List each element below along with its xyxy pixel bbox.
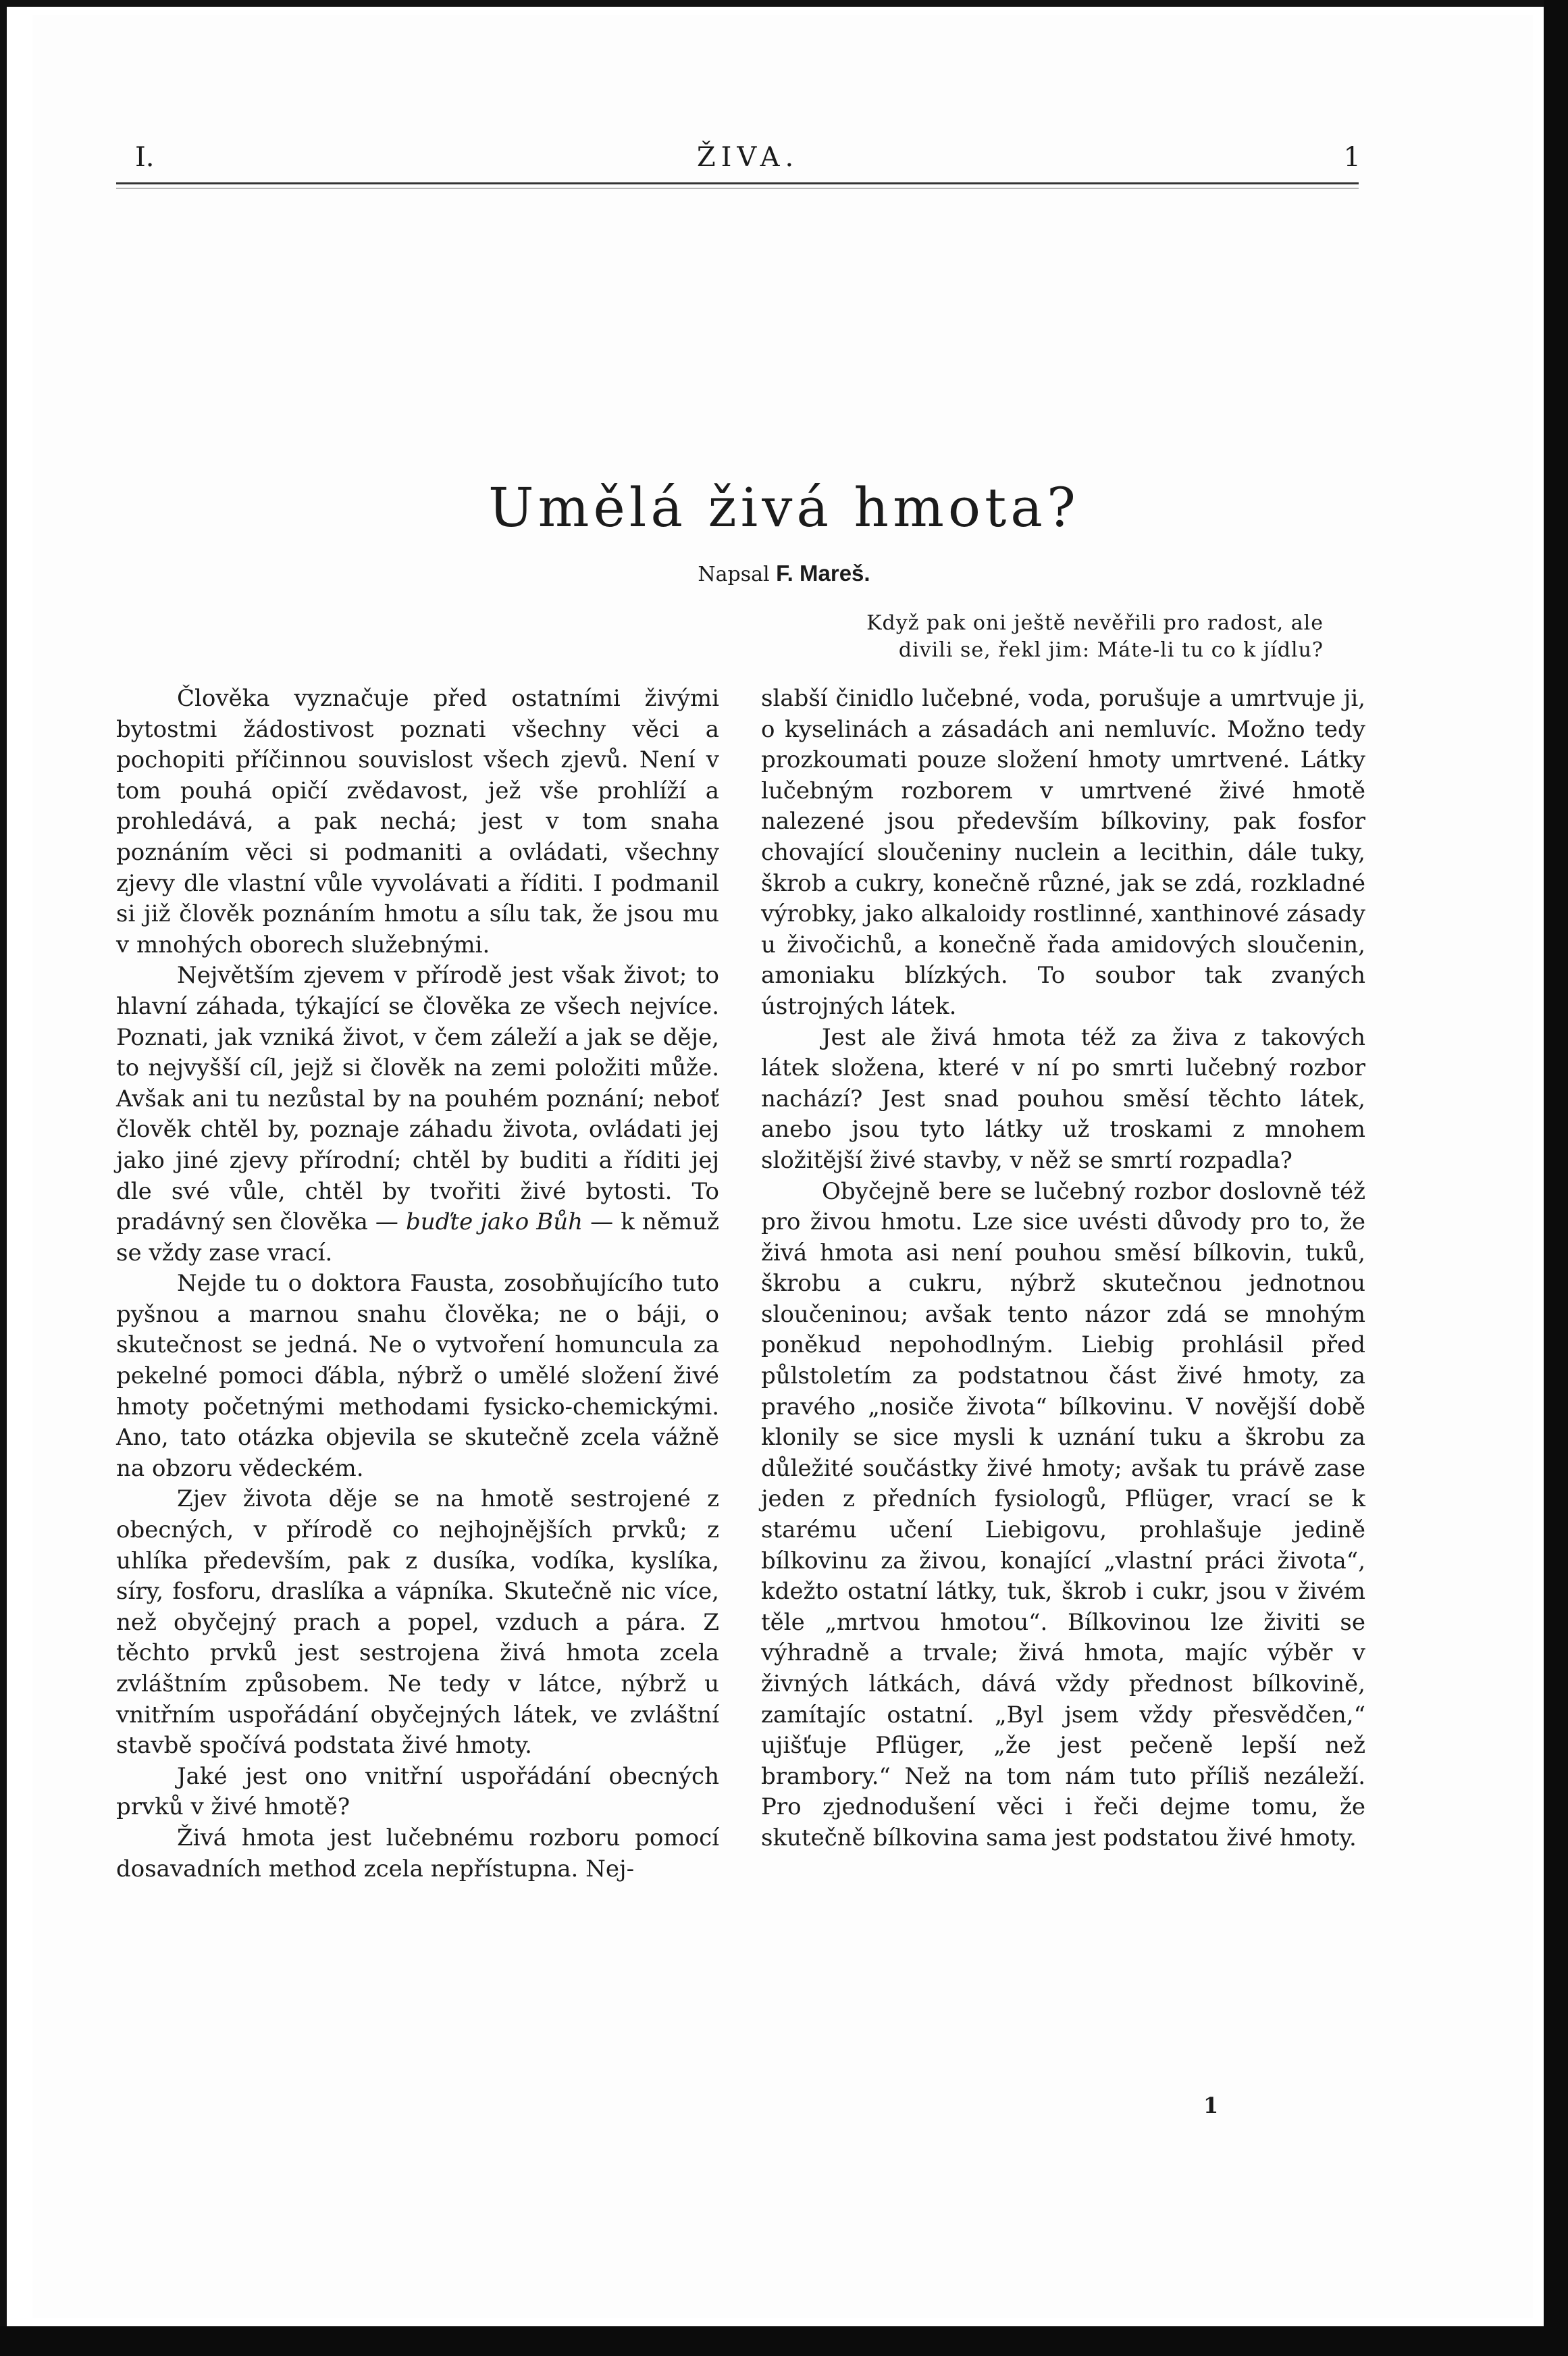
- epigraph-line-1: Když pak oni ještě nevěřili pro radost, ale: [866, 611, 1324, 635]
- paragraph: Zjev života děje se na hmotě sestrojené z obecných, v přírodě co nejhojnějších prvků; z uhlíka především, pak z dusíka, vodíka, kyslíka, síry, fosforu, draslíka a vápníka. Skutečně nic více, než obyčejný prach a popel, vzduch a pára. Z těchto prvků jest sestrojena živá hmota zcela zvláštním způsobem. Ne tedy v látce, nýbrž u vnitřním uspořádání obyčejných látek, ve zvláštní stavbě spočívá podstata živé hmoty.: [116, 1485, 719, 1760]
- paragraph: Nejde tu o doktora Fausta, zosobňujícího tuto pyšnou a marnou snahu člověka; ne o báji, o skutečnost se jedná. Ne o vytvoření homuncula za pekelné pomoci ďábla, nýbrž o umělé složení živé hmoty početnými methodami fysicko-chemickými. Ano, tato otázka objevila se skutečně zcela vážně na obzoru vědeckém.: [116, 1270, 719, 1482]
- paragraph: Živá hmota jest lučebnému rozboru pomocí dosavadních method zcela nepřístupna. Nej-: [116, 1824, 719, 1883]
- page-number: 1: [1343, 142, 1361, 173]
- paragraph: Člověka vyznačuje před ostatními živými bytostmi žádostivost poznati všechny věci a pochopiti příčinnou souvislost všech zjevů. Není v tom pouhá opičí zvědavost, jež vše prohlíží a prohledává, a pak nechá; jest v tom snaha poznáním věci si podmaniti a ovládati, všechny zjevy dle vlastní vůle vyvolávati a říditi. I podmanil si již člověk poznáním hmotu a sílu tak, že jsou mu v mnohých oborech služebnými.: [116, 685, 719, 958]
- scan-border-top: [0, 0, 1568, 7]
- scan-border-right: [1544, 0, 1568, 2356]
- header-rule-thick: [116, 182, 1359, 184]
- right-column: [761, 684, 1365, 1854]
- paragraph-text: Největším zjevem v přírodě jest však život; to hlavní záhada, týkající se člověka ze všech nejvíce. Poznati, jak vzniká život, v čem záleží a jak se děje, to nejvyšší cíl, jejž si člověk na zemi položiti může. Avšak ani tu nezůstal by na pouhém poznání; neboť člověk chtěl by, poznaje záhadu života, ovládati jej jako jiné zjevy přírodní; chtěl by buditi a říditi jej dle své vůle, chtěl by tvořiti živé bytosti. To pradávný sen člověka —: [116, 962, 719, 1236]
- journal-title: ŽIVA.: [696, 142, 800, 173]
- paragraph: Jaké jest ono vnitřní uspořádání obecných prvků v živé hmotě?: [116, 1762, 719, 1821]
- paragraph: Obyčejně bere se lučebný rozbor doslovně též pro živou hmotu. Lze sice uvésti důvody pro to, že živá hmota asi není pouhou směsí bílkovin, tuků, škrobu a cukru, nýbrž skutečnou jednotnou sloučeninou; avšak tento názor zdá se mnohým poněkud nepohodlným. Liebig prohlásil před půlstoletím za podstatnou část živé hmoty, za pravého „nosiče života“ bílkovinu. V novější době klonily se sice mysli k uznání tuku a škrobu za důležité součástky živé hmoty; avšak tu právě zase jeden z předních fysiologů, Pflüger, vrací se k starému učení Liebigovu, prohlašuje jedině bílkovinu za živou, konající „vlastní práci života“, kdežto ostatní látky, tuk, škrob i cukr, jsou v živém těle „mrtvou hmotou“. Bílkovinou lze živiti se výhradně a trvale; živá hmota, majíc výběr v živných látkách, dává vždy přednost bílkovině, zamítajíc ostatní. „Byl jsem vždy přesvědčen,“ ujišťuje Pflüger, „že jest pečeně lepší než brambory.“ Než na tom nám tuto příliš nezáleží. Pro zjednodušení věci i řeči dejme tomu, že skutečně bílkovina sama jest podstatou živé hmoty.: [761, 1177, 1365, 1851]
- article-title: Umělá živá hmota?: [488, 476, 1080, 539]
- italic-quote: buďte jako Bůh: [406, 1208, 583, 1236]
- left-column: [116, 684, 719, 1885]
- epigraph: [763, 610, 1324, 664]
- paragraph: Jest ale živá hmota též za živa z takových látek složena, které v ní po smrti lučebný rozbor nachází? Jest snad pouhou směsí těchto látek, anebo jsou tyto látky už troskami z mnohem složitější živé stavby, v něž se smrtí rozpadla?: [761, 1023, 1365, 1174]
- byline-prefix: Napsal: [698, 563, 770, 586]
- paragraph-text-end: — k němuž se vždy zase vrací.: [116, 1208, 719, 1266]
- byline: [0, 561, 1568, 586]
- paragraph: [116, 961, 719, 1269]
- paragraph: slabší činidlo lučebné, voda, porušuje a umrtvuje ji, o kyselinách a zásadách ani nemluvíc. Možno tedy prozkoumati pouze složení hmoty umrtvené. Látky lučebným rozborem v umrtvené živé hmotě nalezené jsou především bílkoviny, pak fosfor chovající sloučeniny nuclein a lecithin, dále tuky, škrob a cukry, konečně různé, jak se zdá, rozkladné výrobky, jako alkaloidy rostlinné, xanthinové zásady u živočichů, a konečně řada amidových sloučenin, amoniaku blízkých. To soubor tak zvaných ústrojných látek.: [761, 685, 1365, 1020]
- volume-number: I.: [135, 142, 155, 173]
- signature-mark: 1: [1203, 2093, 1219, 2118]
- epigraph-line-2: divili se, řekl jim: Máte-li tu co k jídlu?: [898, 638, 1324, 662]
- author-name: F. Mareš.: [776, 561, 870, 586]
- scan-border-bottom: [0, 2326, 1568, 2356]
- scan-border-left: [0, 0, 7, 2356]
- running-header: [135, 142, 1361, 182]
